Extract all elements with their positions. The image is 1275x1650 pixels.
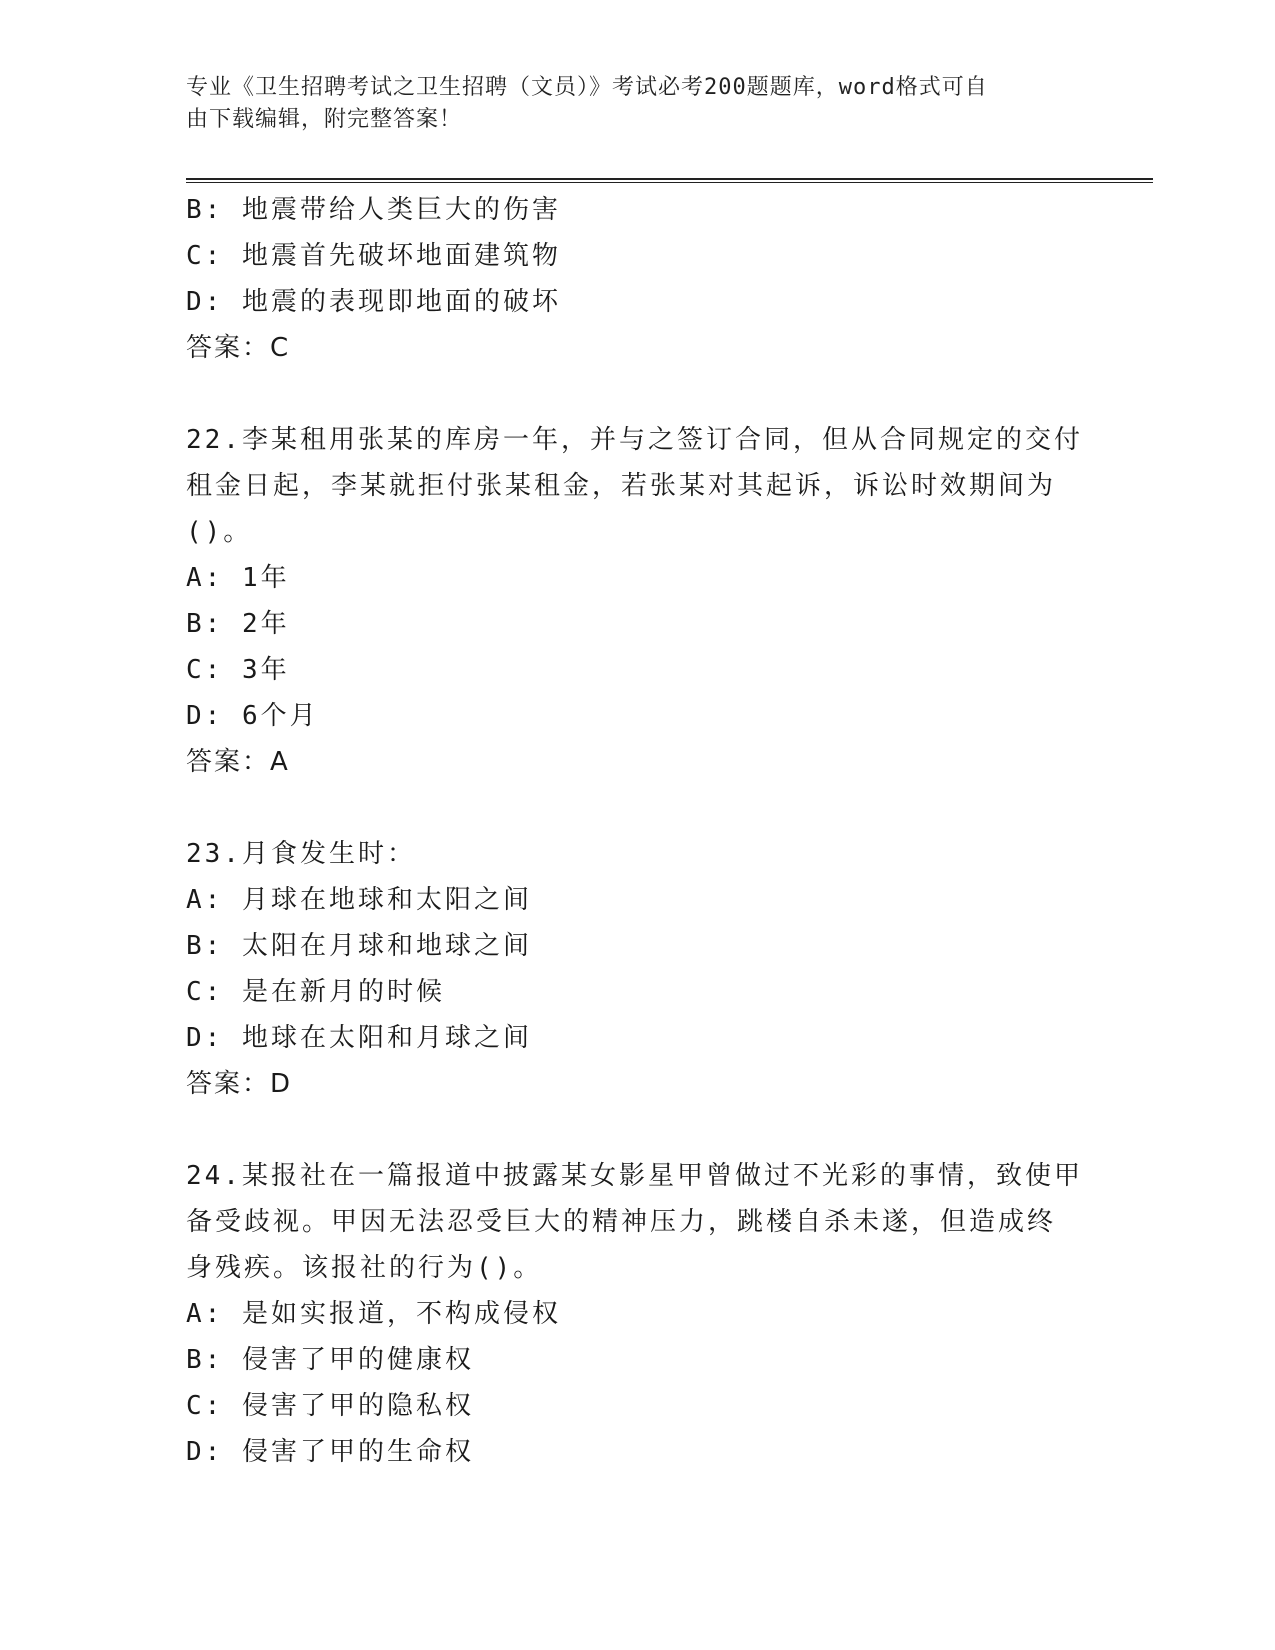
- option-d: D: 6个月: [186, 701, 319, 731]
- option-b: B: 太阳在月球和地球之间: [186, 931, 532, 961]
- question-23: [186, 831, 1086, 1107]
- header-divider: [186, 178, 1153, 183]
- document-header: [186, 72, 1066, 136]
- question-text-line-1: 22.李某租用张某的库房一年，并与之签订合同，但从合同规定的交付: [186, 425, 1083, 455]
- option-d: D: 地球在太阳和月球之间: [186, 1023, 532, 1053]
- question-22: [186, 417, 1086, 785]
- option-b: B: 2年: [186, 609, 290, 639]
- option-a: A: 月球在地球和太阳之间: [186, 885, 532, 915]
- option-d: D: 侵害了甲的生命权: [186, 1437, 474, 1467]
- answer: 答案：A: [186, 747, 290, 777]
- question-24: [186, 1153, 1086, 1475]
- question-text-line-1: 23.月食发生时：: [186, 839, 416, 869]
- spacer: [186, 371, 1086, 417]
- question-content: [186, 187, 1086, 1475]
- question-text-line-2: 租金日起，李某就拒付张某租金，若张某对其起诉，诉讼时效期间为: [186, 471, 1057, 501]
- option-b: B: 地震带给人类巨大的伤害: [186, 195, 561, 225]
- question-text-line-1: 24.某报社在一篇报道中披露某女影星甲曾做过不光彩的事情，致使甲: [186, 1161, 1083, 1191]
- option-c: C: 是在新月的时候: [186, 977, 445, 1007]
- option-a: A: 是如实报道，不构成侵权: [186, 1299, 561, 1329]
- question-21: [186, 187, 1086, 371]
- question-text-line-3: 身残疾。该报社的行为()。: [186, 1253, 543, 1283]
- question-text-line-3: ()。: [186, 517, 253, 547]
- option-c: C: 地震首先破坏地面建筑物: [186, 241, 561, 271]
- spacer: [186, 1107, 1086, 1153]
- header-line-1: 专业《卫生招聘考试之卫生招聘（文员）》考试必考200题题库，word格式可自: [186, 75, 988, 100]
- answer: 答案：D: [186, 1069, 293, 1099]
- question-text-line-2: 备受歧视。甲因无法忍受巨大的精神压力，跳楼自杀未遂，但造成终: [186, 1207, 1057, 1237]
- option-b: B: 侵害了甲的健康权: [186, 1345, 474, 1375]
- option-a: A: 1年: [186, 563, 290, 593]
- option-c: C: 3年: [186, 655, 290, 685]
- option-d: D: 地震的表现即地面的破坏: [186, 287, 561, 317]
- option-c: C: 侵害了甲的隐私权: [186, 1391, 474, 1421]
- spacer: [186, 785, 1086, 831]
- answer: 答案：C: [186, 333, 291, 363]
- header-line-2: 由下载编辑，附完整答案！: [186, 107, 463, 132]
